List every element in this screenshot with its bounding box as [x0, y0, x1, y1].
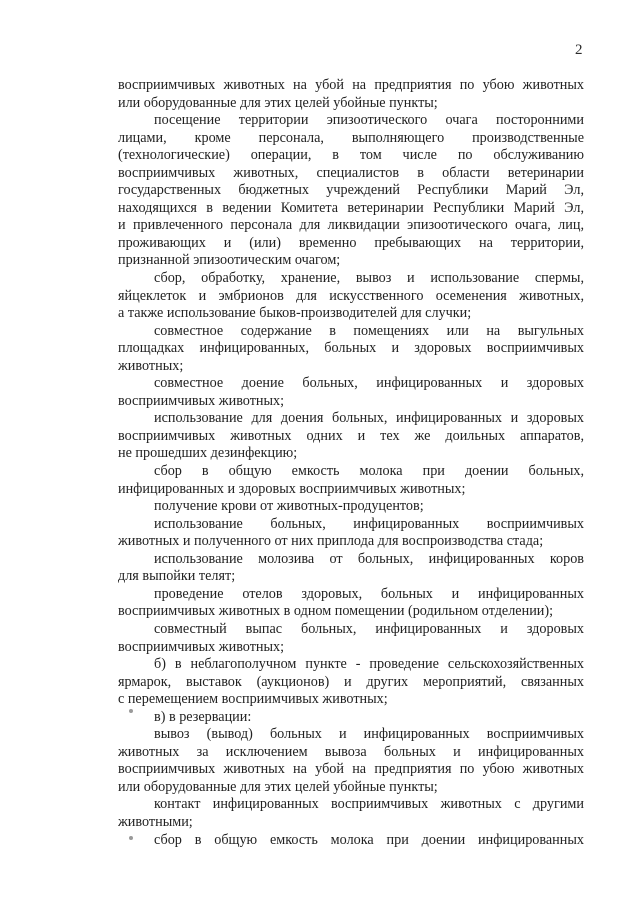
- text-line: восприимчивых животных, специалистов в области ветеринарии: [118, 164, 584, 181]
- text-line: яйцеклеток и эмбрионов для искусственного осеменения животных,: [118, 287, 584, 304]
- text-line: с перемещением восприимчивых животных;: [118, 691, 388, 708]
- text-line: восприимчивых животных в одном помещении (родильном отделении);: [118, 603, 554, 620]
- text-line: в) в резервации:: [154, 708, 252, 725]
- text-line: использование больных, инфицированных восприимчивых: [154, 515, 584, 532]
- scan-dot: [129, 709, 133, 713]
- document-body: [118, 77, 584, 849]
- text-line: или оборудованные для этих целей убойные пункты;: [118, 778, 438, 795]
- text-line: ярмарок, выставок (аукционов) и других мероприятий, связанных: [118, 673, 584, 690]
- text-line: и привлеченного персонала для ликвидации эпизоотического очага, лиц,: [118, 217, 584, 234]
- text-line: совместное доение больных, инфицированных и здоровых: [154, 375, 584, 392]
- text-line: восприимчивых животных на убой на предприятия по убою животных: [118, 761, 584, 778]
- text-line: получение крови от животных-продуцентов;: [154, 498, 424, 515]
- text-line: восприимчивых животных;: [118, 638, 285, 655]
- text-line: контакт инфицированных восприимчивых животных с другими: [154, 796, 584, 813]
- text-line: проведение отелов здоровых, больных и инфицированных: [154, 585, 584, 602]
- text-line: проживающих и (или) временно пребывающих на территории,: [118, 234, 584, 251]
- text-line: (технологические) операции, в том числе по обслуживанию: [118, 147, 584, 164]
- text-line: а также использование быков-производителей для случки;: [118, 305, 472, 322]
- text-line: восприимчивых животных одних и тех же доильных аппаратов,: [118, 427, 584, 444]
- text-line: сбор в общую емкость молока при доении больных,: [154, 463, 584, 480]
- text-line: животных за исключением вывоза больных и инфицированных: [118, 743, 584, 760]
- scan-dot: [129, 836, 133, 840]
- text-line: инфицированных и здоровых восприимчивых животных;: [118, 480, 466, 497]
- text-line: или оборудованные для этих целей убойные пункты;: [118, 94, 438, 111]
- text-line: совместный выпас больных, инфицированных и здоровых: [154, 620, 584, 637]
- text-line: животных и полученного от них приплода для воспроизводства стада;: [118, 533, 544, 550]
- text-line: лицами, кроме персонала, выполняющего производственные: [118, 129, 584, 146]
- text-line: государственных бюджетных учреждений Республики Марий Эл,: [118, 182, 584, 199]
- text-line: находящихся в ведении Комитета ветеринарии Республики Марий Эл,: [118, 199, 584, 216]
- text-line: сбор в общую емкость молока при доении инфицированных: [154, 831, 584, 848]
- text-line: совместное содержание в помещениях или на выгульных: [154, 322, 584, 339]
- page-number: 2: [575, 42, 583, 58]
- text-line: посещение территории эпизоотического очага посторонними: [154, 112, 584, 129]
- text-line: животными;: [118, 813, 193, 830]
- text-line: использование для доения больных, инфицированных и здоровых: [154, 410, 584, 427]
- text-line: для выпойки телят;: [118, 568, 236, 585]
- text-line: восприимчивых животных на убой на предприятия по убою животных: [118, 77, 584, 93]
- text-line: вывоз (вывод) больных и инфицированных восприимчивых: [154, 726, 584, 743]
- text-line: животных;: [118, 357, 184, 374]
- text-line: восприимчивых животных;: [118, 392, 285, 409]
- text-line: сбор, обработку, хранение, вывоз и использование спермы,: [154, 270, 584, 287]
- text-line: б) в неблагополучном пункте - проведение сельскохозяйственных: [154, 656, 584, 673]
- text-line: признанной эпизоотическим очагом;: [118, 252, 341, 269]
- text-line: не прошедших дезинфекцию;: [118, 445, 298, 462]
- text-line: использование молозива от больных, инфицированных коров: [154, 550, 584, 567]
- text-line: площадках инфицированных, больных и здоровых восприимчивых: [118, 340, 584, 357]
